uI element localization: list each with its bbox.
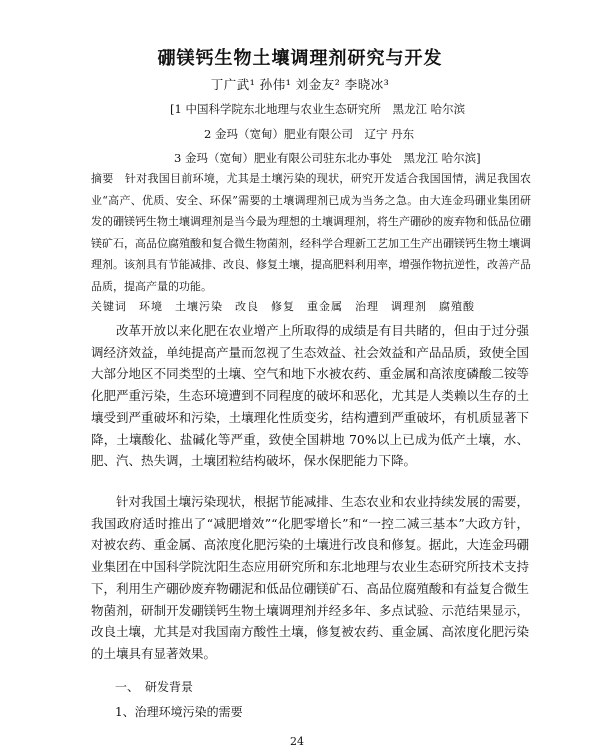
body-paragraph-2: 针对我国土壤污染现状，根据节能减排、生态农业和农业持续发展的需要，我国政府适时推出了“减肥增效”“化肥零增长”和“一控二减三基本”大政方针，对被农药、重金属、高浓度化肥污染的土壤进行改良和修复。据此，大连金玛硼业集团在中国科学院沈阳生态应用研究所和东北地理与农业生态研究所技术支持下，利用生产硼砂废弃物硼泥和低品位硼镁矿石、高品位腐殖酸和有益复合微生物菌剂，研制开发硼镁钙生物土壤调理剂并经多年、多点试验、示范结果显示，改良土壤，尤其是对我国南方酸性土壤，修复被农药、重金属、高浓度化肥污染的土壤具有显著效果。 <box>91 494 529 661</box>
author-list: 丁广武¹ 孙伟¹ 刘金友² 李晓冰³ <box>210 77 390 92</box>
body-paragraph-1: 改革开放以来化肥在农业增产上所取得的成绩是有目共睹的，但由于过分强调经济效益，单纯提高产量而忽视了生态效益、社会效益和产品品质，致使全国大部分地区不同类型的土壤、空气和地下水被农药、重金属和高浓度磷酸二铵等化肥严重污染，生态环境遭到不同程度的破坏和恶化，尤其是人类赖以生存的土壤受到严重破坏和污染，土壤理化性质变劣，结构遭到严重破坏，有机质显著下降，土壤酸化、盐碱化等严重，致使全国耕地 70%以上已成为低产土壤，水、肥、汽、热失调，土壤团粒结构破坏，保水保肥能力下降。 <box>91 323 529 469</box>
abstract: 摘要 针对我国目前环境，尤其是土壤污染的现状，研究开发适合我国国情，满足我国农业“高产、优质、安全、环保”需要的土壤调理剂已成为当务之急。由大连金玛硼业集团研发的硼镁钙生物土壤调理剂是当今最为理想的土壤调理剂，将生产硼砂的废弃物和低品位硼镁矿石，高品位腐殖酸和复合微生物菌剂，经科学合理新工艺加工生产出硼镁钙生物土壤调理剂。该剂具有节能减排、改良、修复土壤，提高肥料利用率，增强作物抗逆性，改善产品品质，提高产量的功能。 <box>91 172 531 293</box>
keywords: 关键词 环境 土壤污染 改良 修复 重金属 治理 调理剂 腐殖酸 <box>91 300 475 313</box>
affiliation-1: [1 中国科学院东北地理与农业生态研究所 黑龙江 哈尔滨 <box>170 102 466 116</box>
affiliation-2: 2 金玛（宽甸）肥业有限公司 辽宁 丹东 <box>204 127 415 141</box>
affiliation-3: 3 金玛（宽甸）肥业有限公司驻东北办事处 黑龙江 哈尔滨] <box>174 151 481 165</box>
subsection-heading: 1、治理环境污染的需要 <box>115 705 243 719</box>
paper-title: 硼镁钙生物土壤调理剂研究与开发 <box>157 48 443 69</box>
page-number: 24 <box>290 735 304 748</box>
section-heading: 一、 研发背景 <box>115 680 194 694</box>
